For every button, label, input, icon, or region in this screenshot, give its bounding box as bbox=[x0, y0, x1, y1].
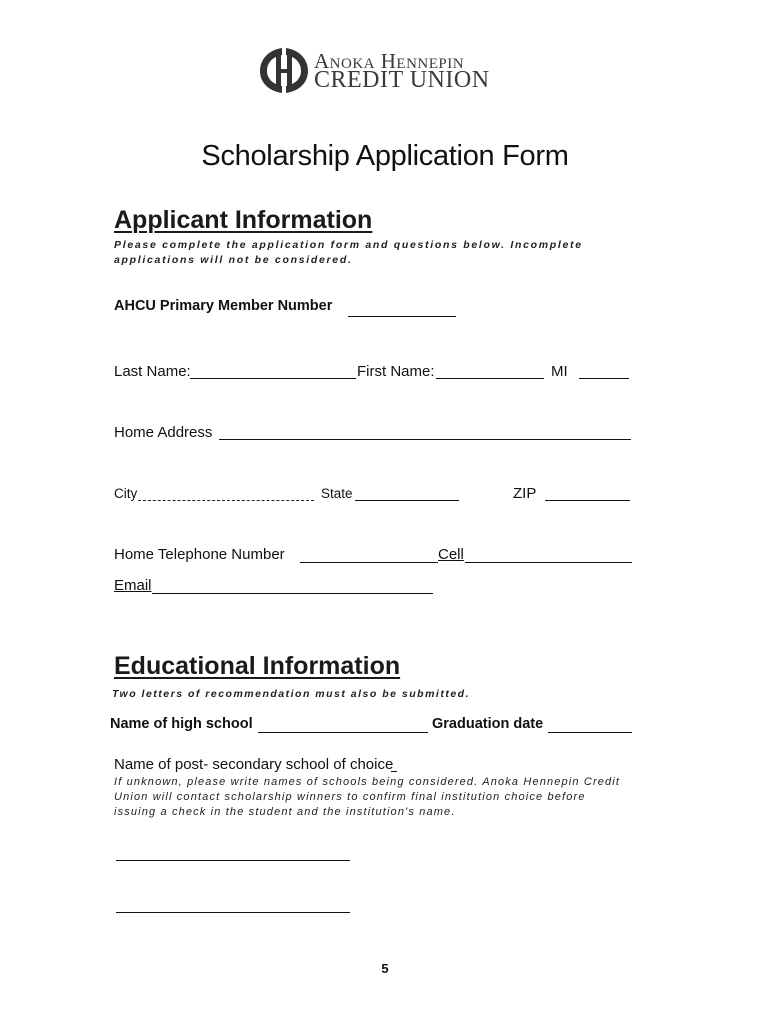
last-name-label: Last Name: bbox=[114, 363, 191, 380]
cell-label: Cell bbox=[438, 546, 464, 563]
mi-label: MI bbox=[551, 363, 568, 380]
home-address-label: Home Address bbox=[114, 424, 213, 441]
zip-field[interactable] bbox=[545, 500, 630, 501]
education-instructions: Two letters of recommendation must also be submitted. bbox=[112, 688, 470, 700]
last-name-field[interactable] bbox=[190, 378, 356, 379]
post-secondary-instructions: If unknown, please write names of schools being considered. Anoka Hennepin Credit Union will contact scholarship winners to confirm final institution choice before issuing a check in the student and the institution's name. bbox=[114, 776, 621, 818]
school-choice-line-2[interactable] bbox=[116, 912, 350, 913]
post-secondary-inline-field[interactable] bbox=[391, 771, 397, 772]
member-number-label: AHCU Primary Member Number bbox=[114, 298, 333, 314]
high-school-field[interactable] bbox=[258, 732, 428, 733]
graduation-date-label: Graduation date bbox=[432, 716, 544, 732]
email-label: Email bbox=[114, 577, 152, 594]
applicant-section-heading: Applicant Information bbox=[114, 206, 373, 234]
graduation-date-field[interactable] bbox=[548, 732, 632, 733]
logo-mark-icon bbox=[258, 44, 310, 96]
logo-name-line2: CREDIT UNION bbox=[314, 67, 490, 93]
home-phone-field[interactable] bbox=[300, 562, 438, 563]
form-title: Scholarship Application Form bbox=[201, 140, 569, 172]
applicant-instructions: Please complete the application form and questions below. Incomplete applications will not be considered. bbox=[114, 239, 583, 266]
mi-field[interactable] bbox=[579, 378, 629, 379]
cell-field[interactable] bbox=[465, 562, 632, 563]
state-field[interactable] bbox=[355, 500, 459, 501]
post-secondary-label: Name of post- secondary school of choice bbox=[114, 756, 394, 773]
logo-name-line1: Anoka Hennepin bbox=[314, 49, 465, 73]
first-name-label: First Name: bbox=[357, 363, 435, 380]
school-choice-line-1[interactable] bbox=[116, 860, 350, 861]
page-number: 5 bbox=[381, 961, 389, 976]
member-number-field[interactable] bbox=[348, 316, 456, 317]
zip-label: ZIP bbox=[513, 485, 537, 502]
education-section-heading: Educational Information bbox=[114, 652, 401, 680]
email-field[interactable] bbox=[152, 593, 433, 594]
city-field[interactable] bbox=[138, 500, 314, 501]
city-label: City bbox=[114, 486, 138, 501]
state-label: State bbox=[321, 486, 353, 501]
first-name-field[interactable] bbox=[436, 378, 544, 379]
home-phone-label: Home Telephone Number bbox=[114, 546, 285, 563]
home-address-field[interactable] bbox=[219, 439, 631, 440]
high-school-label: Name of high school bbox=[110, 716, 253, 732]
